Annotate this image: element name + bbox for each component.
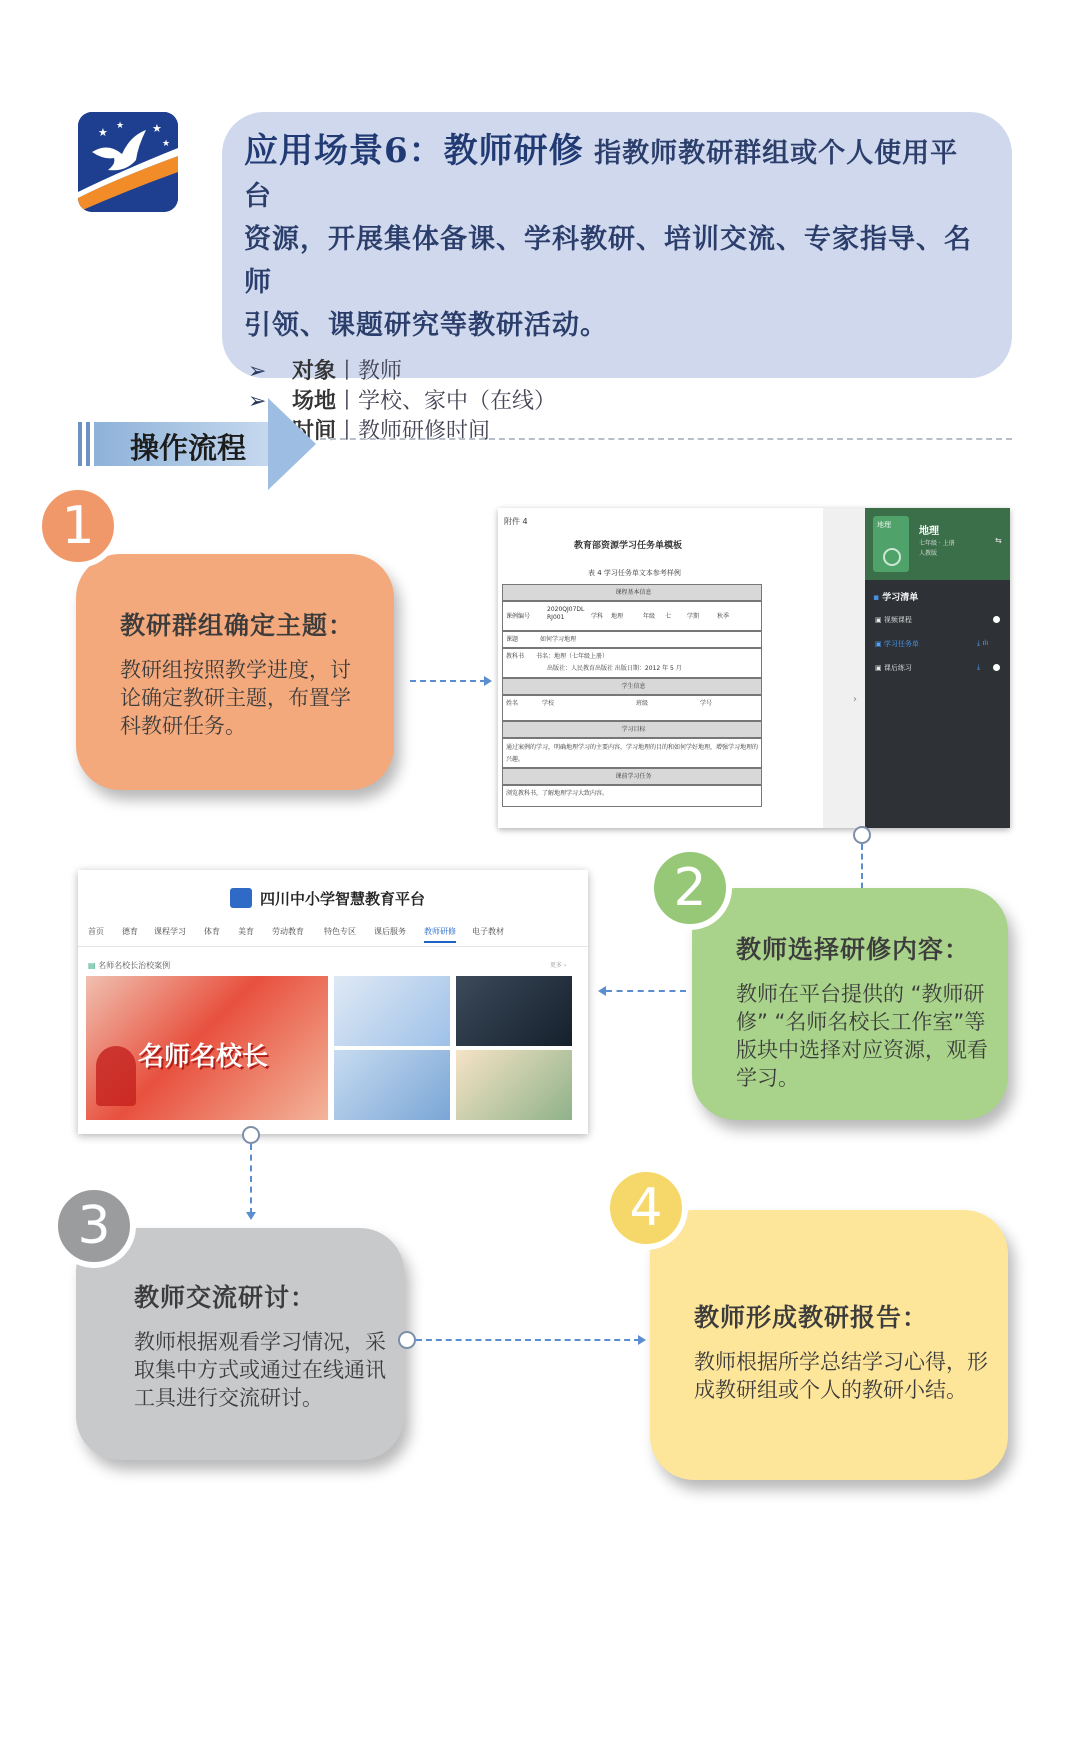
- education-logo: [78, 112, 178, 212]
- step-3-title: 教师交流研讨：: [134, 1283, 317, 1312]
- scenario-header-card: [222, 112, 1012, 444]
- step-2-card: [692, 888, 1008, 1120]
- lesson-panel-header: [865, 508, 1010, 580]
- panel-item-video[interactable]: ▣ 视频课程: [875, 616, 912, 624]
- row-course-info: 课例编号 2020QJ07DLRJ001 学科 地理 年级 七 学期 秋季: [502, 601, 762, 631]
- panel-item-task-sheet[interactable]: ▣ 学习任务单: [875, 640, 919, 648]
- step-3-body: 教师根据观看学习情况，采取集中方式或通过在线通讯工具进行交流研讨。: [134, 1330, 386, 1410]
- connector-4: [250, 1144, 252, 1214]
- section-title: ▤ 名师名校长治校案例: [88, 961, 171, 970]
- more-link[interactable]: 更多 ›: [550, 962, 567, 969]
- bullet-venue: ➢ 场地丨学校、家中（在线）: [248, 387, 982, 417]
- arrow-right-icon: [638, 1335, 646, 1345]
- dove-logo-icon: [78, 112, 178, 212]
- panel-list-title: ▪ 学习清单: [873, 593, 919, 603]
- table-caption: 表 4 学习任务单文本参考样例: [588, 569, 681, 577]
- row-task: 浏览教科书，了解地理学习大致内容。: [502, 785, 762, 807]
- description-line-2: 资源，开展集体备课、学科教研、培训交流、专家指导、名师: [244, 224, 972, 298]
- connector-dot: [398, 1331, 416, 1349]
- chevron-right-icon[interactable]: ›: [853, 694, 857, 705]
- download-icon[interactable]: ⤓: [977, 663, 981, 671]
- person-silhouette-icon: [96, 1046, 136, 1106]
- nav-special[interactable]: 特色专区: [324, 927, 356, 936]
- banner-stripe: [86, 422, 90, 466]
- status-dot-icon: [993, 664, 1000, 671]
- doc-title: 教育部资源学习任务单模板: [574, 541, 683, 551]
- section-icon: ▤: [88, 961, 96, 970]
- panel-book-sub1: 七年级 · 上册: [919, 540, 955, 547]
- svg-text:★: ★: [116, 121, 125, 131]
- arrow-bullet-icon: ➢: [248, 389, 267, 414]
- panel-book-sub2: 人教版: [919, 550, 938, 557]
- section-task: 课前学习任务: [502, 768, 762, 785]
- section-goal: 学习目标: [502, 721, 762, 738]
- platform-logo-icon: [230, 888, 252, 908]
- step-4-number: 4: [604, 1166, 688, 1250]
- nav-moral[interactable]: 德育: [122, 927, 138, 936]
- nav-pe[interactable]: 体育: [204, 927, 220, 936]
- nav-labor[interactable]: 劳动教育: [272, 927, 304, 936]
- nav-after-school[interactable]: 课后服务: [374, 927, 406, 936]
- nav-ebooks[interactable]: 电子教材: [472, 927, 504, 936]
- book-cover-icon: 地理: [873, 516, 909, 572]
- collapse-icon[interactable]: ⇆: [995, 536, 1002, 545]
- step-4-body: 教师根据所学总结学习心得，形成教研组或个人的教研小结。: [694, 1350, 988, 1402]
- task-sheet-screenshot: [498, 508, 1010, 828]
- banner-stripe: [78, 422, 82, 466]
- video-thumbnail[interactable]: [456, 976, 572, 1046]
- arrow-right-icon: [484, 676, 492, 686]
- step-1-body: 教研组按照教学进度，讨论确定教研主题，布置学科教研任务。: [120, 658, 351, 738]
- banner-divider: [320, 438, 1012, 440]
- download-icon[interactable]: ⤓ ılı: [977, 639, 989, 647]
- step-1-title: 教研群组确定主题：: [120, 611, 355, 640]
- section-student: 学生信息: [502, 678, 762, 695]
- row-textbook: 教科书 书名：地理（七年级上册） 出版社：人民教育出版社 出版日期：2012 年 5 月: [502, 648, 762, 678]
- connector-dot: [853, 826, 871, 844]
- featured-banner[interactable]: [86, 976, 328, 1120]
- nav-art[interactable]: 美育: [238, 927, 254, 936]
- svg-text:★: ★: [152, 122, 162, 135]
- panel-item-exercise[interactable]: ▣ 课后练习: [875, 664, 912, 672]
- nav-divider: [78, 946, 588, 947]
- banner-arrow-icon: [268, 398, 316, 490]
- video-thumbnail[interactable]: [334, 1050, 450, 1120]
- arrow-left-icon: [598, 986, 606, 996]
- row-student: 姓名 学校 班级 学号: [502, 695, 762, 721]
- video-thumbnail[interactable]: [334, 976, 450, 1046]
- row-goal: 通过案例的学习，明确地理学习的主要内容，学习地理的目的和如何学好地理，增强学习地理的兴趣。: [502, 738, 762, 768]
- step-3-card: [76, 1228, 404, 1460]
- step-4-title: 教师形成教研报告：: [694, 1303, 929, 1332]
- banner-title: 名师名校长: [138, 1042, 269, 1072]
- step-1-number: 1: [36, 484, 120, 568]
- page-gutter: [823, 508, 865, 828]
- annex-label: 附件 4: [504, 517, 528, 526]
- bullet-time: 时间丨教师研修时间: [248, 417, 982, 447]
- process-banner-title: 操作流程: [130, 431, 247, 465]
- step-2-number: 2: [648, 846, 732, 930]
- list-icon: ▪: [873, 593, 880, 603]
- step-3-number: 3: [52, 1184, 136, 1268]
- step-1-card: [76, 554, 394, 790]
- step-4-card: [650, 1210, 1008, 1480]
- panel-book-title: 地理: [919, 526, 939, 537]
- description-line-3: 引领、课题研究等教研活动。: [244, 310, 608, 341]
- lesson-panel: [865, 508, 1010, 828]
- connector-dot: [242, 1126, 260, 1144]
- description-inline: 指教师教研群组或个人使用平台: [244, 138, 959, 212]
- row-topic: 课题 如何学习地理: [502, 631, 762, 648]
- svg-text:★: ★: [162, 139, 171, 149]
- video-thumbnail[interactable]: [456, 1050, 572, 1120]
- svg-text:★: ★: [98, 126, 108, 139]
- section-basic: 课程基本信息: [502, 584, 762, 601]
- nav-home[interactable]: 首页: [88, 927, 104, 936]
- connector-1: [410, 680, 486, 682]
- step-2-title: 教师选择研修内容：: [736, 935, 971, 964]
- step-2-body: 教师在平台提供的 “教师研修” “名师名校长工作室”等版块中选择对应资源，观看学习。: [736, 982, 988, 1090]
- connector-5: [416, 1339, 640, 1341]
- bullet-audience: ➢ 对象丨教师: [248, 357, 982, 387]
- arrow-down-icon: [246, 1212, 256, 1220]
- scenario-title: 应用场景6：教师研修: [244, 131, 584, 171]
- scenario-bullets: [244, 357, 982, 447]
- status-dot-icon: [993, 616, 1000, 623]
- task-sheet-document: [498, 508, 823, 828]
- arrow-bullet-icon: ➢: [248, 359, 267, 384]
- scenario-description: [244, 130, 982, 218]
- nav-teacher-training[interactable]: 教师研修: [424, 926, 456, 943]
- platform-name: 四川中小学智慧教育平台: [260, 890, 426, 908]
- connector-3: [606, 990, 686, 992]
- nav-course[interactable]: 课程学习: [154, 927, 186, 936]
- platform-screenshot: [78, 870, 588, 1134]
